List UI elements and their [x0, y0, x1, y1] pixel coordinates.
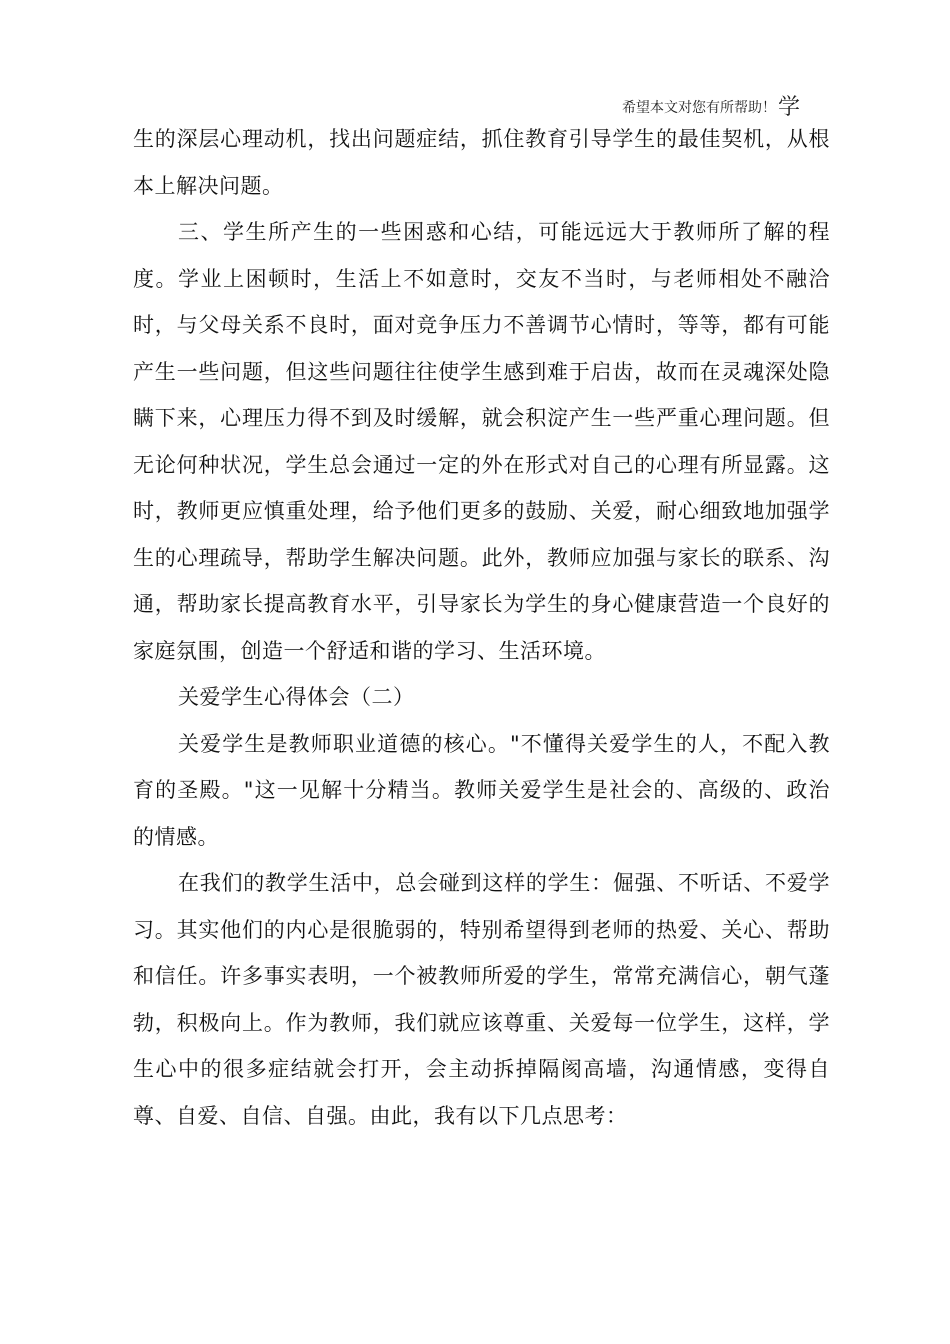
- paragraph-teaching-life: 在我们的教学生活中，总会碰到这样的学生：倔强、不听话、不爱学习。其实他们的内心是很脆弱的，特别希望得到老师的热爱、关心、帮助和信任。许多事实表明，一个被教师所爱的学生，常常充满信心，朝气蓬勃，积极向上。作为教师，我们就应该尊重、关爱每一位学生，这样，学生心中的很多症结就会打开，会主动拆掉隔阂高墙，沟通情感，变得自尊、自爱、自信、自强。由此，我有以下几点思考：: [133, 871, 830, 1128]
- header-note-text: 希望本文对您有所帮助！: [621, 100, 776, 116]
- document-body: [133, 116, 830, 1139]
- paragraph-core-ethics: 关爱学生是教师职业道德的核心。"不懂得关爱学生的人，不配入教育的圣殿。"这一见解十分精当。教师关爱学生是社会的、高级的、政治的情感。: [133, 731, 830, 849]
- section-heading: 关爱学生心得体会（二）: [178, 685, 415, 709]
- paragraph-continuation: 生的深层心理动机，找出问题症结，抓住教育引导学生的最佳契机，从根本上解决问题。: [133, 127, 830, 198]
- paragraph-point-three: 三、学生所产生的一些困惑和心结，可能远远大于教师所了解的程度。学业上困顿时，生活上不如意时，交友不当时，与老师相处不融洽时，与父母关系不良时，面对竞争压力不善调节心情时，等等，都有可能产生一些问题，但这些问题往往使学生感到难于启齿，故而在灵魂深处隐瞒下来，心理压力得不到及时缓解，就会积淀产生一些严重心理问题。但无论何种状况，学生总会通过一定的外在形式对自己的心理有所显露。这时，教师更应慎重处理，给予他们更多的鼓励、关爱，耐心细致地加强学生的心理疏导，帮助学生解决问题。此外，教师应加强与家长的联系、沟通，帮助家长提高教育水平，引导家长为学生的身心健康营造一个良好的家庭氛围，创造一个舒适和谐的学习、生活环境。: [133, 220, 830, 663]
- header-trailing-char: 学: [777, 95, 800, 120]
